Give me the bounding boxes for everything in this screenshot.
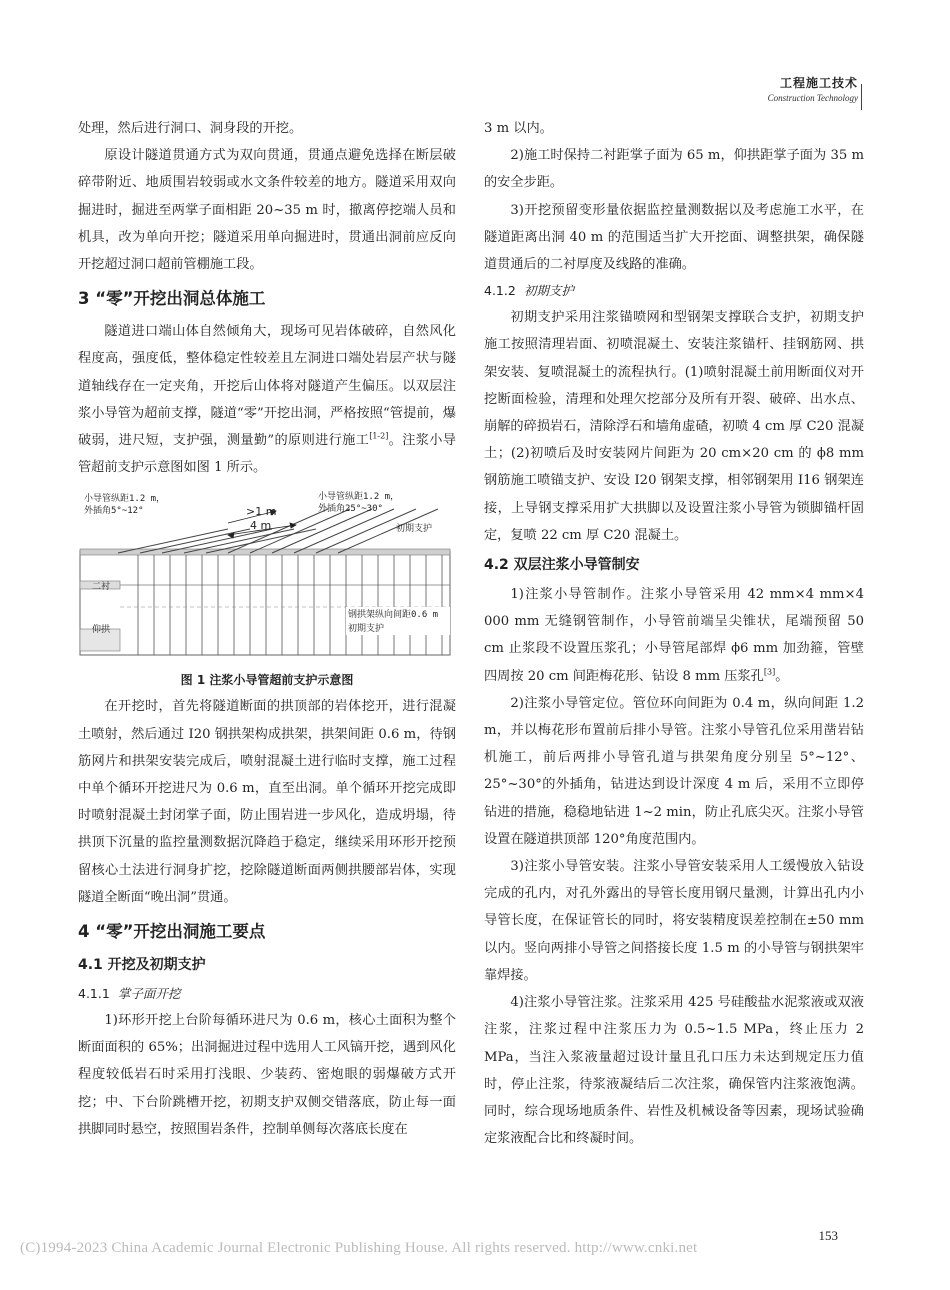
label-erchen: 二衬	[92, 582, 111, 593]
page-number: 153	[818, 1228, 838, 1243]
label-gt1m: >1 m	[246, 505, 277, 519]
subsubsection-heading-4-1-1: 4.1.1 掌子面开挖	[78, 986, 181, 1002]
header-rule	[861, 84, 862, 110]
paragraph: 4)注浆小导管注浆。注浆采用 425 号硅酸盐水泥浆液或双液注浆，注浆过程中注浆压力为 0.5~1.5 MPa，终止压力 2 MPa，当注入浆液量超过设计量且孔口压力未达到规定压力值时，停止注浆，待浆液凝结后二次注浆，确保管内注浆液饱满。同时，综合现场地质条件、岩性及机械设备等因素，现场试验确定浆液配合比和终凝时间。	[484, 995, 864, 1147]
paragraph: 处理，然后进行洞口、洞身段的开挖。	[78, 121, 303, 136]
subsection-heading-4-1: 4.1 开挖及初期支护	[78, 957, 206, 974]
section-heading-4: 4 “零”开挖出洞施工要点	[78, 922, 266, 942]
copyright-footer: (C)1994-2023 China Academic Journal Electronic Publishing House. All rights reserved. http://www.cnki.net	[20, 1240, 698, 1256]
label-b-1: 小导管纵距1.2 m，	[318, 492, 400, 503]
right-column	[484, 115, 864, 1152]
paragraph: 2)施工时保持二衬距掌子面为 65 m，仰拱距掌子面为 35 m 的安全步距。	[484, 148, 864, 191]
figure-caption: 图 1 注浆小导管超前支护示意图	[180, 673, 354, 688]
citation: [3]	[763, 667, 776, 677]
figure-1	[78, 489, 456, 659]
subsubsection-heading-4-1-2: 4.1.2 初期支护	[484, 283, 574, 299]
section-heading-3: 3 “零”开挖出洞总体施工	[78, 289, 266, 309]
steel-arches	[138, 555, 442, 655]
paragraph: 3)开挖预留变形量依据监控量测数据以及考虑施工水平，在隧道距离出洞 40 m 的范围适当扩大开挖面、调整拱架，确保隧道贯通后的二衬厚度及线路的准确。	[484, 202, 864, 273]
paragraph: 2)注浆小导管定位。管位环向间距为 0.4 m，纵向间距 1.2 m，并以梅花形布置前后排小导管。注浆小导管孔位采用凿岩钻机施工，前后两排小导管孔道与拱架角度分别呈 5°~12°、25°~30°的外插角，钻进达到设计深度 4 m 后，采用不立即停钻进的措施，稳稳地钻进 1~2 min，防止孔底尖灭。注浆小导管设置在隧道拱顶部 120°角度范围内。	[484, 695, 864, 847]
label-gangong: 钢拱架纵向间距0.6 m	[348, 610, 439, 621]
paragraph: 原设计隧道贯通方式为双向贯通，贯通点避免选择在断层破碎带附近、地质围岩较弱或水文条件较差的地方。隧道采用双向掘进时，掘进至两掌子面相距 20~35 m 时，撤离停挖端人员和机具，改为单向开挖；隧道采用单向掘进时，贯通出洞前应反向开挖超过洞口超前管棚施工段。	[78, 148, 456, 273]
running-header	[768, 74, 858, 103]
subsection-heading-4-2: 4.2 双层注浆小导管制安	[484, 557, 640, 574]
paragraph: 1)注浆小导管制作。注浆小导管采用 42 mm×4 mm×4 000 mm 无缝钢管制作，小导管前端呈尖锥状，尾端预留 50 cm 止浆段不设置压浆孔；小导管尾部焊 ϕ6 mm 加劲箍，管壁四周按 20 cm 间距梅花形、钻设 8 mm 压浆孔[3]。	[484, 587, 864, 684]
citation: [1-2]	[369, 431, 389, 441]
tunnel-diagram	[78, 489, 456, 659]
label-b-2: 外插角25°~30°	[318, 504, 383, 515]
label-4m: 4 m	[250, 519, 272, 533]
label-a-2: 外插角5°~12°	[84, 506, 144, 517]
label-a-1: 小导管纵距1.2 m，	[84, 494, 166, 505]
left-column	[78, 115, 456, 1143]
paragraph: 隧道进口端山体自然倾角大，现场可见岩体破碎，自然风化程度高，强度低，整体稳定性较差且左洞进口端处岩层产状与隧道轴线存在一定夹角，开挖后山体将对隧道产生偏压。以双层注浆小导管为超前支撑，隧道“零”开挖出洞，严格按照“管提前，爆破弱，进尺短，支护强，测量勤”的原则进行施工[1-2]。注浆小导管超前支护示意图如图 1 所示。	[78, 324, 456, 476]
paragraph: 3)注浆小导管安装。注浆小导管安装采用人工缓慢放入钻设完成的孔内，对孔外露出的导管长度用钢尺量测，计算出孔内小导管长度，在保证管长的同时，将安装精度误差控制在±50 mm 以内。竖向两排小导管之间搭接长度 1.5 m 的小导管与钢拱架牢靠焊接。	[484, 859, 864, 983]
label-init: 初期支护	[396, 524, 433, 535]
paragraph: 3 m 以内。	[484, 121, 553, 136]
paragraph: 1)环形开挖上台阶每循环进尺为 0.6 m，核心土面积为整个断面面积的 65%；出洞掘进过程中选用人工风镐开挖，遇到风化程度较低岩石时采用打浅眼、少装药、密炮眼的弱爆破方式开挖；中、下台阶跳槽开挖，初期支护双侧交错落底，防止每一面拱脚同时悬空，按照围岩条件，控制单侧每次落底长度在	[78, 1013, 456, 1137]
label-init2: 初期支护	[348, 624, 385, 635]
paragraph: 在开挖时，首先将隧道断面的拱顶部的岩体挖开，进行混凝土喷射，然后通过 I20 钢拱架构成拱架，拱架间距 0.6 m，待钢筋网片和拱架安装完成后，喷射混凝土进行临时支撑，施工过程中单个循环开挖进尺为 0.6 m，直至出洞。单个循环开挖完成即时喷射混凝土封闭掌子面，防止围岩进一步风化，造成坍塌，待拱顶下沉量的监控量测数据沉降趋于稳定，继续采用环形开挖预留核心土法进行洞身扩挖，挖除隧道断面两侧拱腰部岩体，实现隧道全断面“晚出洞”贯通。	[78, 699, 456, 905]
paragraph: 初期支护采用注浆锚喷网和型钢架支撑联合支护，初期支护施工按照清理岩面、初喷混凝土、安装注浆锚杆、挂钢筋网、拱架安装、复喷混凝土的流程执行。(1)喷射混凝土前用断面仪对开挖断面检验，清理和处理欠挖部分及所有开裂、破碎、出水点、崩解的碎损岩石，清除浮石和墙角虚碴，初喷 4 cm 厚 C20 混凝土；(2)初喷后及时安装网片间距为 20 cm×20 cm 的 ϕ8 mm 钢筋施工喷锚支护、安设 I20 钢架支撑，相邻钢架用 I16 钢架连接，上导钢支撑采用扩大拱脚以及设置注浆小导管为锁脚锚杆固定，复喷 22 cm 厚 C20 混凝土。	[484, 310, 864, 543]
journal-title-en: Construction Technology	[767, 93, 858, 103]
journal-title: 工程施工技术	[779, 76, 858, 90]
frame-outline	[80, 551, 450, 655]
initial-support-band	[80, 549, 450, 555]
label-yangong: 仰拱	[92, 625, 111, 636]
